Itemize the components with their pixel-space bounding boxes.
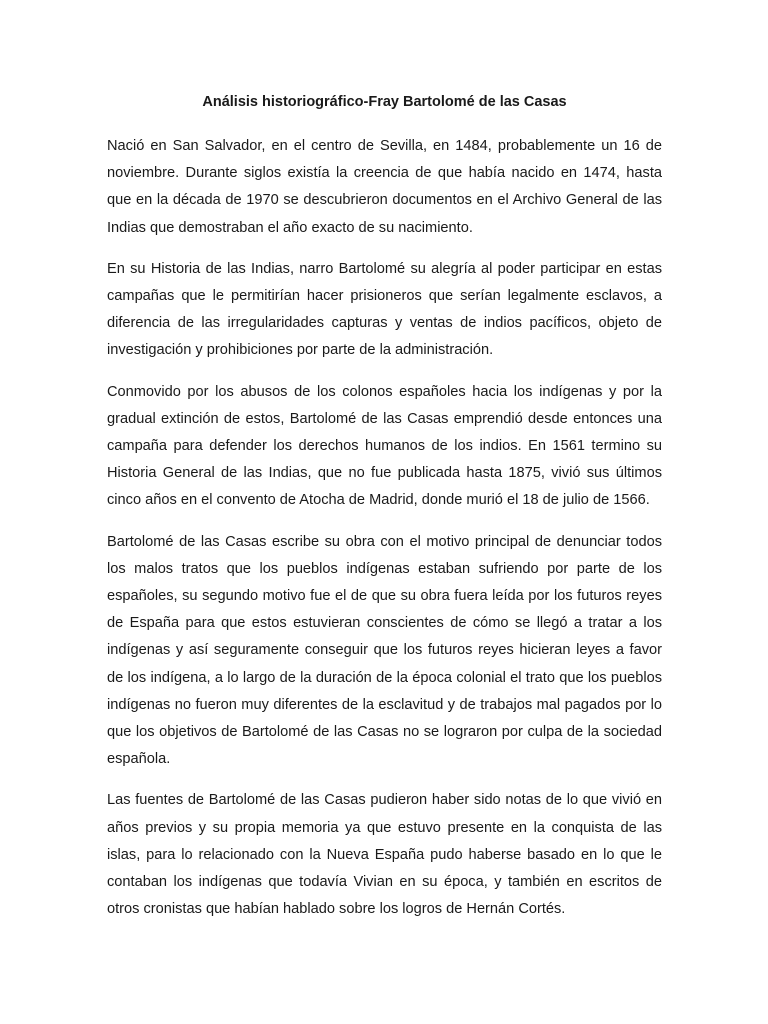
paragraph-sources: Las fuentes de Bartolomé de las Casas pudieron haber sido notas de lo que vivió en años previos y su propia memoria ya que estuvo presente en la conquista de las islas, para lo relacionado con la Nueva España pudo haberse basado en lo que le contaban los indígenas que todavía Vivian en su época, y también en escritos de otros cronistas que habían hablado sobre los logros de Hernán Cortés. <box>107 792 662 918</box>
paragraph-motives: Bartolomé de las Casas escribe su obra con el motivo principal de denunciar todos los malos tratos que los pueblos indígenas estaban sufriendo por parte de los españoles, su segundo motivo fue el de que su obra fuera leída por los futuros reyes de España para que estos estuvieran conscientes de cómo se llegó a tratar a los indígenas y así seguramente conseguir que los futuros reyes hicieran leyes a favor de los indígena, a lo largo de la duración de la época colonial el trato que los pueblos indígenas no fueron muy diferentes de la esclavitud y de trabajos mal pagados por lo que los objetivos de Bartolomé de las Casas no se lograron por culpa de la sociedad española. <box>107 533 662 768</box>
document-title: Análisis historiográfico-Fray Bartolomé de las Casas <box>202 94 567 110</box>
paragraph-campaign: Conmovido por los abusos de los colonos españoles hacia los indígenas y por la gradual extinción de estos, Bartolomé de las Casas emprendió desde entonces una campaña para defender los derechos humanos de los indios. En 1561 termino su Historia General de las Indias, que no fue publicada hasta 1875, vivió sus últimos cinco años en el convento de Atocha de Madrid, donde murió el 18 de julio de 1566. <box>107 383 662 509</box>
paragraph-birth: Nació en San Salvador, en el centro de Sevilla, en 1484, probablemente un 16 de noviembre. Durante siglos existía la creencia de que había nacido en 1474, hasta que en la década de 1970 se descubrieron documentos en el Archivo General de las Indias que demostraban el año exacto de su nacimiento. <box>107 138 662 236</box>
paragraph-history-of-indies: En su Historia de las Indias, narro Bartolomé su alegría al poder participar en estas campañas que le permitirían hacer prisioneros que serían legalmente esclavos, a diferencia de las irregularidades capturas y ventas de indios pacíficos, objeto de investigación y prohibiciones por parte de la administración. <box>107 260 662 359</box>
